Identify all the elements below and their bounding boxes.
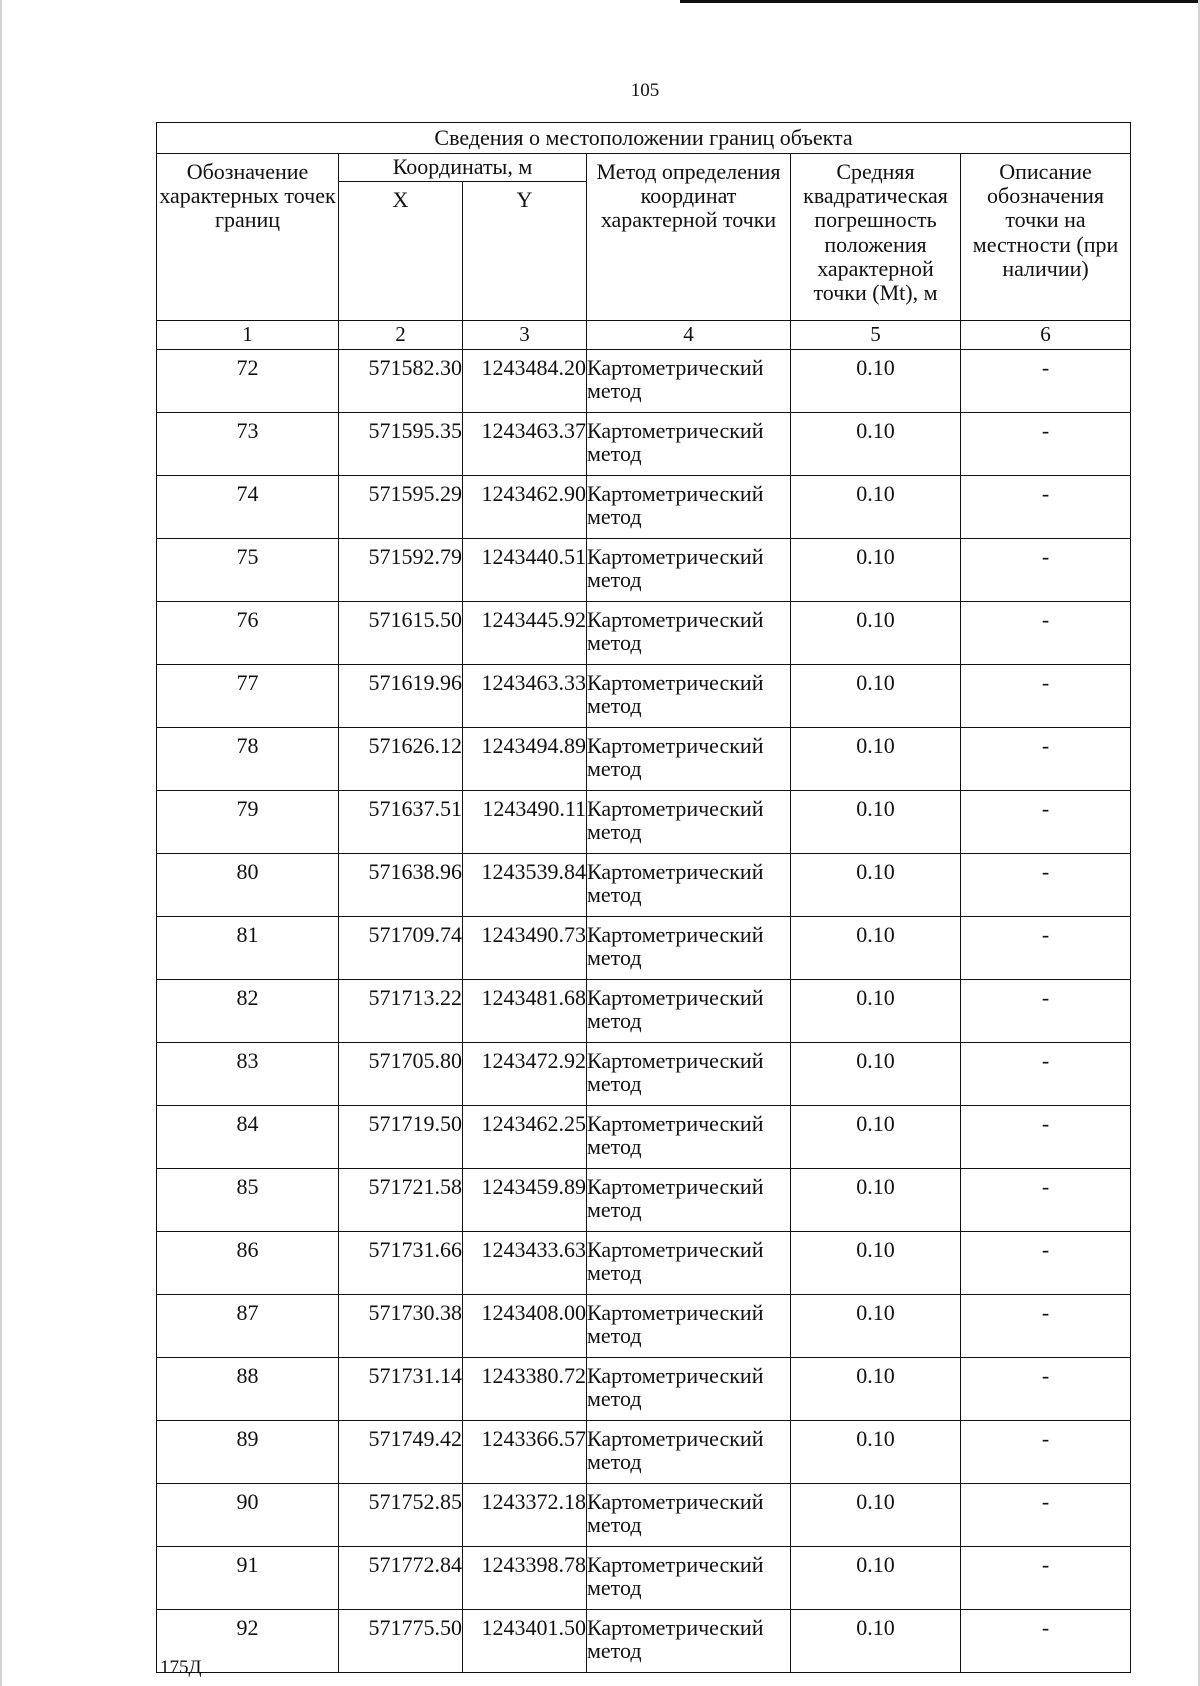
column-number-row [157,321,1131,350]
x-coordinate-cell: 571752.85 [339,1484,463,1547]
y-coordinate-cell: 1243459.89 [463,1169,587,1232]
error-cell: 0.10 [791,350,961,413]
method-cell: Картометрический метод [587,350,791,413]
description-cell: - [961,1043,1131,1106]
point-id-cell: 76 [157,602,339,665]
x-coordinate-cell: 571592.79 [339,539,463,602]
y-coordinate-cell: 1243463.33 [463,665,587,728]
error-cell: 0.10 [791,539,961,602]
point-id-cell: 81 [157,917,339,980]
method-cell: Картометрический метод [587,1610,791,1673]
y-coordinate-cell: 1243494.89 [463,728,587,791]
description-cell: - [961,602,1131,665]
table-row [157,791,1131,854]
point-id-cell: 72 [157,350,339,413]
column-number: 5 [791,321,961,350]
description-cell: - [961,1106,1131,1169]
description-cell: - [961,791,1131,854]
point-id-cell: 79 [157,791,339,854]
column-number: 1 [157,321,339,350]
table-row [157,1169,1131,1232]
error-cell: 0.10 [791,476,961,539]
description-cell: - [961,476,1131,539]
description-cell: - [961,917,1131,980]
point-id-cell: 92 [157,1610,339,1673]
error-cell: 0.10 [791,1169,961,1232]
y-coordinate-cell: 1243401.50 [463,1610,587,1673]
error-cell: 0.10 [791,1106,961,1169]
y-coordinate-cell: 1243408.00 [463,1295,587,1358]
table-row [157,539,1131,602]
point-id-cell: 90 [157,1484,339,1547]
point-id-cell: 77 [157,665,339,728]
error-cell: 0.10 [791,1358,961,1421]
method-cell: Картометрический метод [587,1358,791,1421]
method-cell: Картометрический метод [587,1169,791,1232]
x-coordinate-cell: 571772.84 [339,1547,463,1610]
point-id-cell: 80 [157,854,339,917]
point-id-cell: 89 [157,1421,339,1484]
error-cell: 0.10 [791,854,961,917]
point-id-cell: 78 [157,728,339,791]
point-id-cell: 86 [157,1232,339,1295]
error-cell: 0.10 [791,980,961,1043]
description-cell: - [961,539,1131,602]
description-cell: - [961,1169,1131,1232]
point-id-cell: 87 [157,1295,339,1358]
x-coordinate-cell: 571637.51 [339,791,463,854]
table-row [157,1484,1131,1547]
description-cell: - [961,728,1131,791]
error-cell: 0.10 [791,1610,961,1673]
error-cell: 0.10 [791,1547,961,1610]
y-coordinate-cell: 1243462.25 [463,1106,587,1169]
header-error: Средняя квадратическая погрешность положения характерной точки (Mt), м [791,154,961,321]
method-cell: Картометрический метод [587,665,791,728]
y-coordinate-cell: 1243372.18 [463,1484,587,1547]
description-cell: - [961,1610,1131,1673]
description-cell: - [961,980,1131,1043]
method-cell: Картометрический метод [587,1295,791,1358]
y-coordinate-cell: 1243366.57 [463,1421,587,1484]
y-coordinate-cell: 1243490.73 [463,917,587,980]
x-coordinate-cell: 571719.50 [339,1106,463,1169]
point-id-cell: 83 [157,1043,339,1106]
table-row [157,1358,1131,1421]
table-row [157,1106,1131,1169]
x-coordinate-cell: 571731.14 [339,1358,463,1421]
y-coordinate-cell: 1243539.84 [463,854,587,917]
error-cell: 0.10 [791,1421,961,1484]
x-coordinate-cell: 571626.12 [339,728,463,791]
method-cell: Картометрический метод [587,1421,791,1484]
boundary-coordinates-table [156,122,1131,1673]
error-cell: 0.10 [791,1295,961,1358]
error-cell: 0.10 [791,413,961,476]
description-cell: - [961,1484,1131,1547]
column-number: 3 [463,321,587,350]
left-scan-edge [0,0,2,1686]
description-cell: - [961,413,1131,476]
point-id-cell: 84 [157,1106,339,1169]
table-body [157,350,1131,1673]
x-coordinate-cell: 571615.50 [339,602,463,665]
x-coordinate-cell: 571705.80 [339,1043,463,1106]
table-row [157,602,1131,665]
error-cell: 0.10 [791,791,961,854]
method-cell: Картометрический метод [587,791,791,854]
x-coordinate-cell: 571730.38 [339,1295,463,1358]
table-row [157,917,1131,980]
x-coordinate-cell: 571595.35 [339,413,463,476]
header-point: Обозначение характерных точек границ [157,154,339,321]
x-coordinate-cell: 571775.50 [339,1610,463,1673]
header-coordinates: Координаты, м [339,154,587,182]
column-number: 6 [961,321,1131,350]
method-cell: Картометрический метод [587,602,791,665]
y-coordinate-cell: 1243462.90 [463,476,587,539]
table-row [157,665,1131,728]
error-cell: 0.10 [791,917,961,980]
method-cell: Картометрический метод [587,728,791,791]
table-row [157,1043,1131,1106]
y-coordinate-cell: 1243484.20 [463,350,587,413]
error-cell: 0.10 [791,728,961,791]
table-caption: Сведения о местоположении границ объекта [157,123,1131,154]
method-cell: Картометрический метод [587,476,791,539]
point-id-cell: 82 [157,980,339,1043]
description-cell: - [961,350,1131,413]
x-coordinate-cell: 571638.96 [339,854,463,917]
description-cell: - [961,854,1131,917]
table-row [157,476,1131,539]
table-row [157,1295,1131,1358]
y-coordinate-cell: 1243445.92 [463,602,587,665]
document-code: 175Д [160,1657,202,1678]
point-id-cell: 88 [157,1358,339,1421]
x-coordinate-cell: 571749.42 [339,1421,463,1484]
table-row [157,980,1131,1043]
error-cell: 0.10 [791,665,961,728]
y-coordinate-cell: 1243472.92 [463,1043,587,1106]
table-row [157,1547,1131,1610]
table-row [157,350,1131,413]
method-cell: Картометрический метод [587,1106,791,1169]
method-cell: Картометрический метод [587,1484,791,1547]
description-cell: - [961,1547,1131,1610]
y-coordinate-cell: 1243380.72 [463,1358,587,1421]
x-coordinate-cell: 571619.96 [339,665,463,728]
description-cell: - [961,1358,1131,1421]
header-x: X [339,182,463,321]
method-cell: Картометрический метод [587,1232,791,1295]
description-cell: - [961,665,1131,728]
column-number: 2 [339,321,463,350]
y-coordinate-cell: 1243490.11 [463,791,587,854]
x-coordinate-cell: 571713.22 [339,980,463,1043]
y-coordinate-cell: 1243398.78 [463,1547,587,1610]
x-coordinate-cell: 571731.66 [339,1232,463,1295]
description-cell: - [961,1295,1131,1358]
error-cell: 0.10 [791,1043,961,1106]
table-row [157,1610,1131,1673]
x-coordinate-cell: 571709.74 [339,917,463,980]
table-row [157,1421,1131,1484]
x-coordinate-cell: 571595.29 [339,476,463,539]
point-id-cell: 85 [157,1169,339,1232]
method-cell: Картометрический метод [587,854,791,917]
description-cell: - [961,1421,1131,1484]
table-row [157,854,1131,917]
y-coordinate-cell: 1243440.51 [463,539,587,602]
page-number: 105 [630,80,660,101]
header-y: Y [463,182,587,321]
table-row [157,728,1131,791]
top-scan-rule [680,0,1200,3]
x-coordinate-cell: 571582.30 [339,350,463,413]
method-cell: Картометрический метод [587,1043,791,1106]
y-coordinate-cell: 1243463.37 [463,413,587,476]
y-coordinate-cell: 1243433.63 [463,1232,587,1295]
method-cell: Картометрический метод [587,1547,791,1610]
point-id-cell: 74 [157,476,339,539]
method-cell: Картометрический метод [587,413,791,476]
y-coordinate-cell: 1243481.68 [463,980,587,1043]
x-coordinate-cell: 571721.58 [339,1169,463,1232]
method-cell: Картометрический метод [587,980,791,1043]
error-cell: 0.10 [791,1484,961,1547]
header-description: Описание обозначения точки на местности (при наличии) [961,154,1131,321]
table-row [157,413,1131,476]
point-id-cell: 75 [157,539,339,602]
method-cell: Картометрический метод [587,917,791,980]
error-cell: 0.10 [791,602,961,665]
point-id-cell: 73 [157,413,339,476]
description-cell: - [961,1232,1131,1295]
method-cell: Картометрический метод [587,539,791,602]
point-id-cell: 91 [157,1547,339,1610]
column-number: 4 [587,321,791,350]
header-method: Метод определения координат характерной точки [587,154,791,321]
error-cell: 0.10 [791,1232,961,1295]
table-row [157,1232,1131,1295]
